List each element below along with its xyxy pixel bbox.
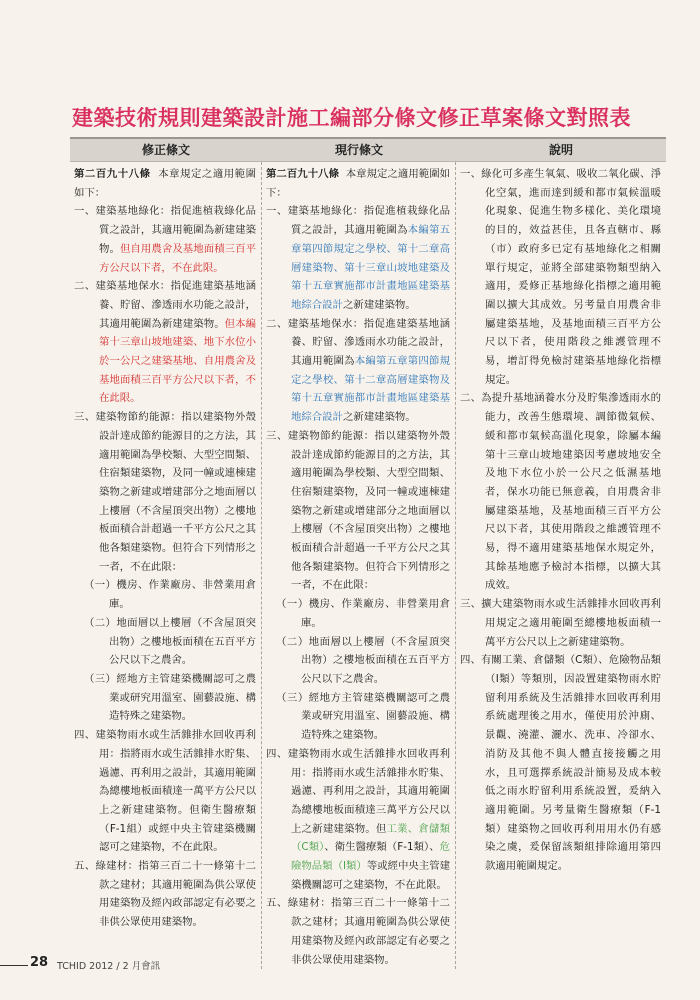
revised-article-head: 第二百九十八條 本章規定之適用範圍如下： [74,168,257,199]
current-item-3: 三、建築物節約能源：指以建築物外殼設計達成節約能源目的之方法，其適用範圍為學校類、大型空間類、住宿類建築物，及同一幢或連棟建築物之新建或增建部分之地面層以上樓層（不含屋頂突出物）之樓地板面積合計超過一千平方公尺之其他各類建築物。但符合下列情形之一者，不在此限： [266,429,450,592]
current-item-2: 二、建築基地保水：指促進建築基地涵養、貯留、滲透雨水功能之設計，其適用範圍為本編第五章第四節規定之學校、第十二章高層建築物及第十五章實施都市計畫地區建築基地綜合設計之新建建築物。 [266,317,451,424]
note-3: 三、擴大建築物雨水或生活雜排水回收再利用規定之適用範圍至總樓地板面積一萬平方公尺以上之新建建築物。 [460,598,661,648]
header-notes: 說明 [548,143,573,157]
notes-column [456,162,666,969]
current-article-head: 第二百九十八條 本章規定之適用範圍如下： [266,168,451,199]
revised-column [70,162,262,969]
footer-publication: TCHID 2012 / 2 月會訊 [57,961,161,972]
revised-item-5: 五、綠建材：指第三百二十一條第十二款之建材；其適用範圍為供公眾使用建築物及經內政部認定有必要之非供公眾使用建築物。 [74,860,256,929]
revised-item-3-2: （二）地面層以上樓層（不含屋頂突出物）之樓地板面積在五百平方公尺以下之農舍。 [84,616,256,667]
revised-item-3-3: （三）經地方主管建築機關認可之農業或研究用溫室、園藝設施、構造特殊之建築物。 [84,672,256,723]
header-current: 現行條文 [334,143,383,157]
header-revised: 修正條文 [141,143,190,157]
table-body [70,162,666,969]
revised-item-4: 四、建築物雨水或生活雜排水回收再利用：指將雨水或生活雜排水貯集、過濾、再利用之設計，其適用範圍為總樓地板面積達一萬平方公尺以上之新建建築物。但衛生醫療類（F-1組）或經中央主管建築機關認可之建築物，不在此限。 [74,729,256,854]
current-item-5: 五、綠建材：指第三百二十一條第十二款之建材；其適用範圍為供公眾使用建築物及經內政部認定有必要之非供公眾使用建築物。 [266,897,450,966]
table-header [70,137,666,162]
comparison-table [70,137,666,969]
current-item-4: 四、建築物雨水或生活雜排水回收再利用：指將雨水或生活雜排水貯集、過濾、再利用之設計，其適用範圍為總樓地板面積達三萬平方公尺以上之新建建築物。但工業、倉儲類（C類）、衛生醫療類（F-1類）、危險物品類（I類）等或經中央主管建築機關認可之建築物，不在此限。 [266,747,451,891]
note-2: 二、為提升基地涵養水分及貯集滲透雨水的能力，改善生態環境、調節微氣候、緩和都市氣候高溫化現象，除屬本編第十三章山坡地建築因考慮坡地安全及地下水位小於一公尺之低濕基地者，保水功能已無意義，自用農舍非屬建築基地，及基地面積三百平方公尺以下者，其使用階段之維護管理不易，得不適用建築基地保水規定外，其餘基地應予檢討本指標，以擴大其成效。 [460,392,661,592]
footer-rule [0,965,28,966]
current-item-3-3: （三）經地方主管建築機關認可之農業或研究用溫室、園藝設施、構造特殊之建築物。 [276,691,450,742]
current-item-3-1: （一）機房、作業廠房、非營業用倉庫。 [276,598,450,629]
current-item-1: 一、建築基地綠化：指促進植栽綠化品質之設計，其適用範圍為本編第五章第四節規定之學校、第十二章高層建築物、第十三章山坡地建築及第十五章實施都市計畫地區建築基地綜合設計之新建建築物。 [266,205,451,311]
page-number: 28 [30,955,49,970]
current-item-3-2: （二）地面層以上樓層（不含屋頂突出物）之樓地板面積在五百平方公尺以下之農舍。 [276,635,450,685]
current-column [262,162,456,969]
revised-item-3-1: （一）機房、作業廠房、非營業用倉庫。 [84,579,256,611]
note-1: 一、綠化可多產生氧氣、吸收二氧化碳、淨化空氣，進而達到緩和都市氣候溫暖化現象、促進生物多樣化、美化環境的目的，效益甚佳，且各直轄市、縣（市）政府多已定有基地綠化之相關單行規定，並將全部建築物類型納入適用，爰修正基地綠化指標之適用範圍以擴大其成效。另考量自用農舍非屬建築基地，及基地面積三百平方公尺以下者，使用階段之維護管理不易，增訂得免檢討建築基地綠化指標規定。 [460,168,661,386]
revised-item-3: 三、建築物節約能源：指以建築物外殼設計達成節約能源目的之方法，其適用範圍為學校類、大型空間類、住宿類建築物，及同一幢或連棟建築物之新建或增建部分之地面層以上樓層（不含屋頂突出物）之樓地板面積合計超過一千平方公尺之其他各類建築物。但符合下列情形之一者，不在此限： [74,411,256,573]
revised-item-2: 二、建築基地保水：指促進建築基地涵養、貯留、滲透雨水功能之設計，其適用範圍為新建建築物。但本編第十三章山坡地建築、地下水位小於一公尺之建築基地、自用農舍及基地面積三百平方公尺以下者，不在此限。 [74,280,257,405]
note-4: 四、有關工業、倉儲類（C類）、危險物品類（I類）等類別，因設置建築物雨水貯留利用系統及生活雜排水回收再利用系統處理後之用水，僅使用於沖廁、景觀、澆灌、灑水、洗車、冷卻水、消防及其他不與人體直接接觸之用水，且可選擇系統設計簡易及成本較低之雨水貯留利用系統設置，爰納入適用範圍。另考量衛生醫療類（F-1類）建築物之回收再利用用水仍有感染之虞，爰保留該類組排除適用第四款適用範圍規定。 [460,654,661,873]
revised-item-1: 一、建築基地綠化：指促進植栽綠化品質之設計，其適用範圍為新建建築物。但自用農舍及基地面積三百平方公尺以下者，不在此限。 [74,205,257,274]
page-title: 建築技術規則建築設計施工編部分條文修正草案條文對照表 [72,106,631,130]
